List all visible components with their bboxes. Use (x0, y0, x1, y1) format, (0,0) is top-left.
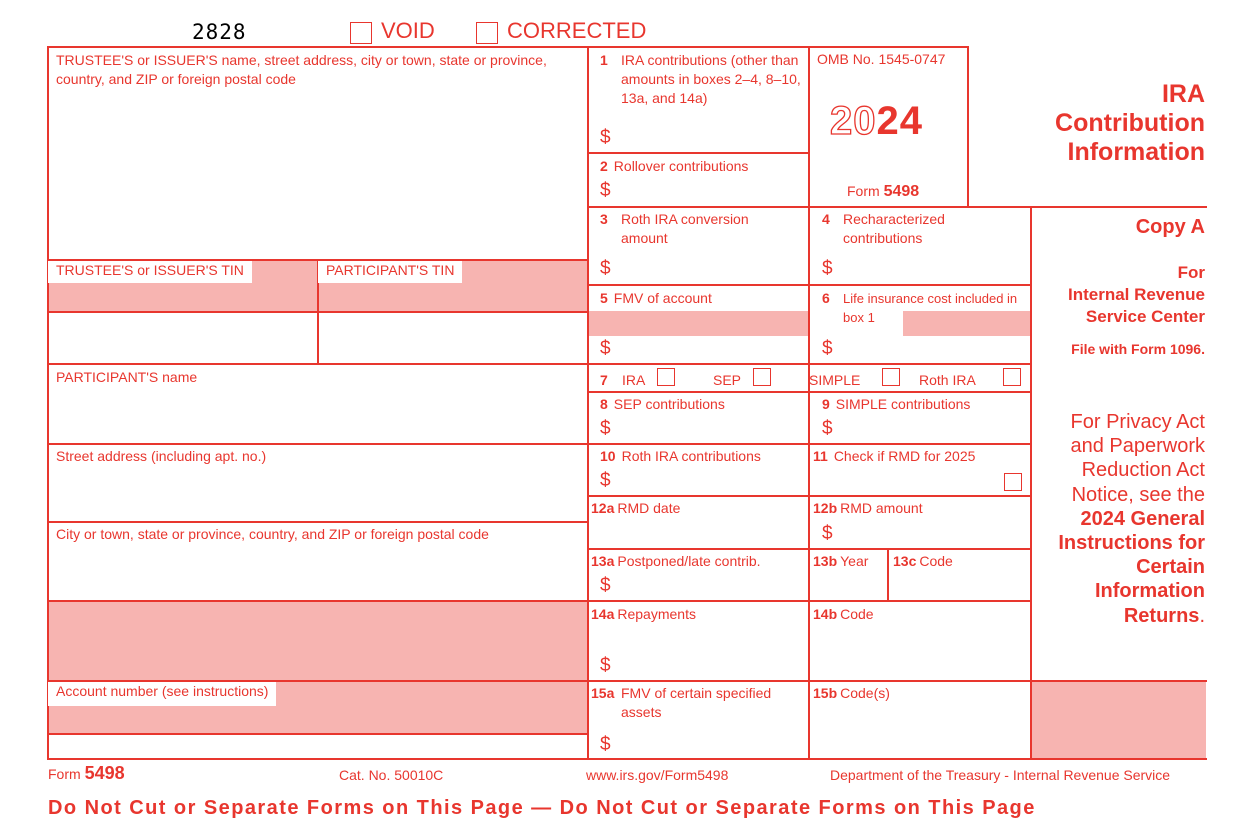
box8-text: SEP contributions (613, 396, 725, 412)
box12b-dollar: $ (822, 523, 833, 544)
box14b-number: 14b (813, 606, 838, 622)
box4-dollar: $ (822, 258, 833, 279)
box13c-text: Code (919, 553, 953, 569)
void-checkbox[interactable] (350, 22, 372, 44)
box10-number: 10 (600, 448, 616, 464)
box7-roth-label: Roth IRA (919, 372, 976, 388)
box6-label (822, 289, 836, 308)
title-line2: Contribution (1055, 109, 1205, 137)
box15b-number: 15b (813, 685, 838, 701)
box14b-text: Code (840, 606, 874, 622)
tax-year-bold: 24 (876, 99, 923, 143)
box12a-number: 12a (591, 500, 615, 516)
account-label: Account number (see instructions) (48, 682, 276, 706)
city-label: City or town, state or province, country, and ZIP or foreign postal code (56, 526, 489, 542)
box4-label (822, 210, 836, 229)
participant-name-label: PARTICIPANT'S name (56, 369, 198, 385)
box6-text: Life insurance cost included in box 1 (843, 291, 1018, 325)
box14a-text: Repayments (617, 606, 696, 622)
box12a-text: RMD date (617, 500, 681, 516)
form-title (1035, 80, 1205, 167)
box7-sep-label: SEP (713, 372, 742, 388)
title-line1: IRA (1161, 80, 1205, 108)
box2-text: Rollover contributions (613, 158, 749, 174)
box7-number (600, 371, 614, 390)
box1-text: IRA contributions (other than amounts in boxes 2–4, 8–10, 13a, and 14a) (621, 52, 801, 106)
form-code: 2828 (192, 20, 247, 44)
privacy-line6: Instructions for (1058, 532, 1205, 555)
box13b-text: Year (840, 553, 869, 569)
footer-cat-no: Cat. No. 50010C (339, 767, 444, 783)
box6-dollar: $ (822, 338, 833, 359)
box14a-number: 14a (591, 606, 615, 622)
box11-number: 11 (813, 448, 828, 464)
footer-url[interactable]: www.irs.gov/Form5498 (586, 767, 729, 783)
box11-text: Check if RMD for 2025 (833, 448, 976, 464)
box15b-text: Code(s) (840, 685, 890, 701)
box13a-dollar: $ (600, 575, 611, 596)
box5-dollar: $ (600, 338, 611, 359)
box15a-dollar: $ (600, 734, 611, 755)
right-bottom-shade (1031, 680, 1206, 759)
box15a-text: FMV of certain specified assets (621, 685, 772, 720)
box9-label (822, 395, 970, 414)
box12a-label (591, 499, 680, 518)
privacy-line5: 2024 General (1080, 507, 1205, 530)
privacy-line3: Reduction Act (1081, 459, 1205, 482)
omb-form-number (847, 182, 919, 201)
box9-text: SIMPLE contributions (835, 396, 971, 412)
box5-number: 5 (600, 290, 608, 306)
box13b-label (813, 552, 868, 571)
box13b-number: 13b (813, 553, 838, 569)
void-label: VOID (381, 18, 435, 43)
box7-sep-checkbox[interactable] (753, 368, 771, 386)
privacy-line1: For Privacy Act (1070, 411, 1205, 433)
box9-dollar: $ (822, 418, 833, 439)
box13a-label (591, 552, 761, 571)
privacy-line7: Certain (1136, 556, 1205, 579)
box7-roth-checkbox[interactable] (1003, 368, 1021, 386)
trustee-name-label: TRUSTEE'S or ISSUER'S name, street address, city or town, state or province, country, and ZIP or foreign postal code (56, 52, 547, 87)
irs-line1: Internal Revenue (1068, 285, 1205, 304)
tax-year (830, 99, 923, 144)
tax-year-light: 20 (830, 99, 877, 143)
title-line3: Information (1067, 138, 1205, 166)
omb-number: OMB No. 1545-0747 (817, 51, 946, 67)
box4-text: Recharacterized contributions (843, 211, 945, 246)
box11-checkbox[interactable] (1004, 473, 1022, 491)
box7-ira-label: IRA (622, 372, 646, 388)
box11-label (813, 447, 975, 466)
copy-a: Copy A (1135, 216, 1205, 238)
box10-dollar: $ (600, 470, 611, 491)
box8-number: 8 (600, 396, 608, 412)
blank-shade-left (48, 600, 587, 680)
box2-label (600, 157, 748, 176)
box10-label (591, 447, 761, 466)
box12b-number: 12b (813, 500, 838, 516)
corrected-checkbox[interactable] (476, 22, 498, 44)
trustee-tin-label: TRUSTEE'S or ISSUER'S TIN (48, 261, 252, 283)
box13a-number: 13a (591, 553, 615, 569)
box15b-label (813, 684, 890, 703)
box7-num: 7 (600, 372, 608, 388)
street-label: Street address (including apt. no.) (56, 448, 267, 464)
box3-text: Roth IRA conversion amount (621, 211, 749, 246)
box14b-label (813, 605, 874, 624)
box14a-label (591, 605, 696, 624)
irs-line2: Service Center (1085, 307, 1205, 326)
box13c-number: 13c (893, 553, 917, 569)
footer-department: Department of the Treasury - Internal Revenue Service (830, 767, 1171, 783)
box1-number: 1 (600, 52, 608, 68)
box3-dollar: $ (600, 258, 611, 279)
box2-dollar: $ (600, 180, 611, 201)
box13a-text: Postponed/late contrib. (617, 553, 761, 569)
box7-simple-label: SIMPLE (809, 372, 861, 388)
omb-form-prefix: Form (847, 183, 880, 199)
box12b-label (813, 499, 923, 518)
privacy-notice (1033, 410, 1205, 628)
omb-form-number-value: 5498 (883, 183, 920, 200)
participant-tin-label: PARTICIPANT'S TIN (318, 261, 462, 283)
privacy-line8: Information (1095, 580, 1205, 603)
box3-label (600, 210, 614, 229)
box5-label (600, 289, 712, 308)
box15a-number: 15a (591, 685, 615, 701)
box9-number: 9 (822, 396, 830, 412)
box7-ira-checkbox[interactable] (657, 368, 675, 386)
irs-for: For (1177, 263, 1205, 282)
box15a-label (591, 684, 617, 703)
privacy-line9-wrap (1033, 604, 1205, 628)
box12b-text: RMD amount (840, 500, 923, 516)
box8-dollar: $ (600, 418, 611, 439)
privacy-line4: Notice, see the (1071, 483, 1205, 506)
privacy-line2: and Paperwork (1070, 435, 1205, 458)
privacy-period: . (1199, 604, 1205, 627)
box3-number: 3 (600, 211, 608, 227)
box10-text: Roth IRA contributions (621, 448, 761, 464)
footer-form-prefix: Form (48, 766, 81, 782)
box14a-dollar: $ (600, 655, 611, 676)
box5-shade (588, 311, 808, 336)
box13c-label (893, 552, 953, 571)
footer-form (48, 763, 125, 784)
file-with: File with Form 1096. (1071, 341, 1205, 357)
irs-center (1035, 262, 1205, 328)
box7-simple-checkbox[interactable] (882, 368, 900, 386)
corrected-label: CORRECTED (507, 18, 647, 43)
footer-form-number: 5498 (84, 763, 125, 783)
box6-number: 6 (822, 290, 830, 306)
box1-dollar: $ (600, 127, 611, 148)
do-not-cut-banner: Do Not Cut or Separate Forms on This Page — Do Not Cut or Separate Forms on This Page (48, 797, 1036, 819)
privacy-line9: Returns (1123, 604, 1200, 627)
box5-text: FMV of account (613, 290, 712, 306)
box4-number: 4 (822, 211, 830, 227)
box8-label (600, 395, 725, 414)
box2-number: 2 (600, 158, 608, 174)
